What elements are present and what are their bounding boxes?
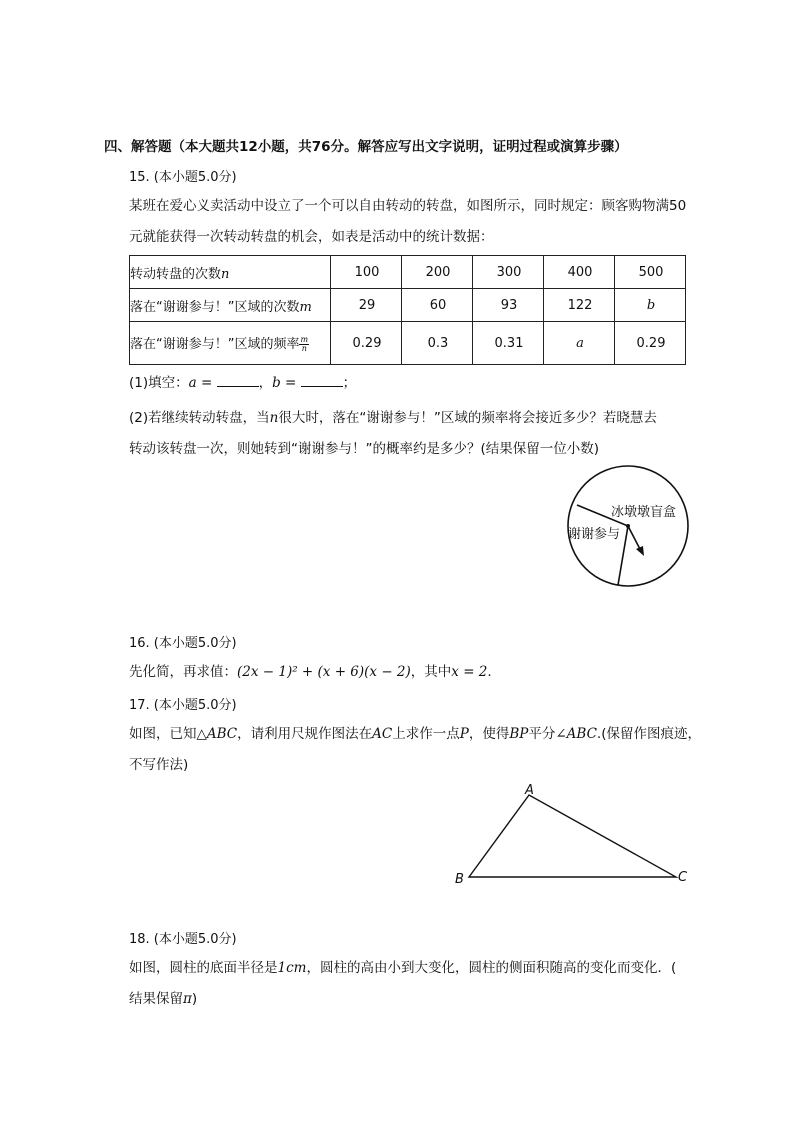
section-title: 四、解答题（本大题共12小题，共76分。解答应写出文字说明，证明过程或演算步骤） — [104, 139, 628, 155]
question-15-part2-line2: 转动该转盘一次，则她转到“谢谢参与！”的概率约是多少？(结果保留一位小数) — [129, 441, 600, 457]
table-cell: 0.3 — [402, 322, 473, 365]
question-18-text-line1: 如图，圆柱的底面半径是1cm，圆柱的高由小到大变化，圆柱的侧面积随高的变化而变化．( — [129, 960, 677, 976]
table-cell-label: 落在“谢谢参与！”区域的次数m — [130, 289, 331, 322]
table-cell: 500 — [615, 256, 686, 289]
question-18-text-line2: 结果保留π) — [129, 991, 198, 1007]
table-cell: a — [544, 322, 615, 365]
question-15-header: 15. (本小题5.0分) — [129, 170, 237, 185]
table-row — [130, 289, 686, 322]
table-cell: 0.31 — [473, 322, 544, 365]
vertex-label-a: A — [525, 783, 534, 798]
question-18-header: 18. (本小题5.0分) — [129, 932, 237, 947]
question-17-text-line1: 如图，已知△ABC，请利用尺规作图法在AC上求作一点P，使得BP平分∠ABC.(保留作图痕迹， — [129, 726, 701, 742]
table-cell: 0.29 — [615, 322, 686, 365]
vertex-label-b: B — [455, 872, 464, 887]
table-cell: 29 — [331, 289, 402, 322]
table-cell-label: 落在“谢谢参与！”区域的频率 $\frac{m}{n}$ — [130, 322, 331, 365]
table-row — [130, 322, 686, 365]
answer-blank-b — [301, 374, 343, 387]
spinner-pointer — [628, 526, 641, 551]
question-16-text: 先化简，再求值：(2x − 1)² + (x + 6)(x − 2)，其中x = 2. — [129, 664, 492, 680]
table-cell: 60 — [402, 289, 473, 322]
answer-blank-a — [217, 374, 259, 387]
spinner-label-prize: 冰墩墩盲盒 — [611, 505, 677, 520]
table-cell: 400 — [544, 256, 615, 289]
question-15-text-line2: 元就能获得一次转动转盘的机会，如表是活动中的统计数据： — [129, 229, 494, 245]
table-cell: b — [615, 289, 686, 322]
table-cell: 93 — [473, 289, 544, 322]
table-cell-label: 转动转盘的次数n — [130, 256, 331, 289]
arrow-icon — [636, 546, 644, 556]
vertex-label-c: C — [678, 870, 688, 885]
fraction-m-over-n: $\frac{m}{n}$ — [300, 335, 309, 353]
question-16-header: 16. (本小题5.0分) — [129, 636, 237, 651]
spinner-center — [626, 524, 630, 528]
table-row — [130, 256, 686, 289]
question-15-part2-line1: (2)若继续转动转盘，当n很大时，落在“谢谢参与！”区域的频率将会接近多少？若晓慧去 — [129, 410, 657, 426]
triangle-abc — [469, 795, 676, 877]
spinner-figure — [563, 463, 693, 593]
table-cell: 100 — [331, 256, 402, 289]
question-17-header: 17. (本小题5.0分) — [129, 698, 237, 713]
question-15-part1: (1)填空：a = ，b = ； — [129, 375, 357, 391]
triangle-figure — [445, 780, 695, 890]
table-cell: 0.29 — [331, 322, 402, 365]
table-cell: 122 — [544, 289, 615, 322]
table-cell: 300 — [473, 256, 544, 289]
question-15-text-line1: 某班在爱心义卖活动中设立了一个可以自由转动的转盘，如图所示，同时规定：顾客购物满50 — [129, 198, 687, 214]
statistics-table — [129, 255, 686, 365]
table-cell: 200 — [402, 256, 473, 289]
question-17-text-line2: 不写作法) — [129, 757, 189, 773]
spinner-label-thanks: 谢谢参与 — [568, 527, 621, 542]
